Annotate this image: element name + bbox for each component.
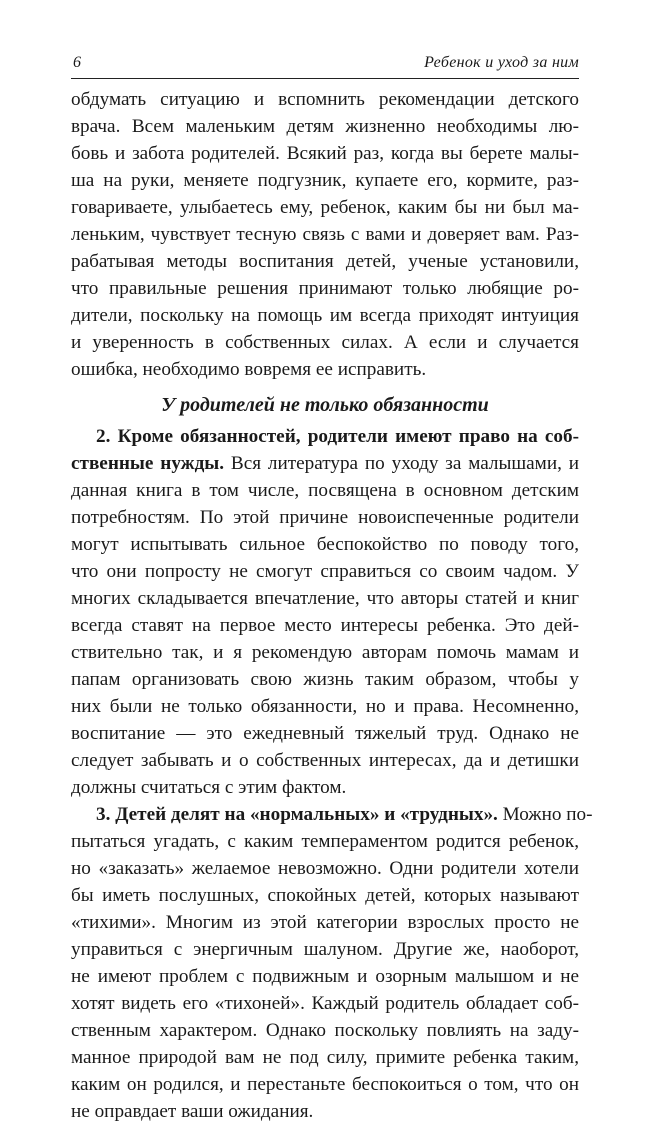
text-line: бовь и забота родителей. Всякий раз, когда вы берете малы- xyxy=(71,143,579,164)
text-line: леньким, чувствует тесную связь с вами и доверяет вам. Раз- xyxy=(71,224,579,245)
text-line: должны считаться с этим фактом. xyxy=(71,777,347,798)
text-line: но «заказать» желаемое невозможно. Одни родители хотели xyxy=(71,858,579,879)
text-line: них были не только обязанности, но и права. Несомненно, xyxy=(71,696,579,717)
item-2-bold-lead-cont: ственные нужды. xyxy=(71,453,225,474)
text-line xyxy=(71,423,579,450)
text-line: пытаться угадать, с каким темпераментом родится ребенок, xyxy=(71,831,579,852)
section-heading: У родителей не только обязанности xyxy=(161,394,489,416)
text-line: могут испытывать сильное беспокойство по поводу того, xyxy=(71,534,579,555)
text-line: хотят видеть его «тихоней». Каждый родитель обладает соб- xyxy=(71,993,579,1014)
text-line: не имеют проблем с подвижным и озорным малышом и не xyxy=(71,966,579,987)
intro-paragraph xyxy=(71,86,579,383)
text-line: манное природой вам не под силу, примите ребенка таким, xyxy=(71,1047,579,1068)
text-line: ошибка, необходимо вовремя ее исправить. xyxy=(71,359,427,380)
text-line: и уверенность в собственных силах. А если и случается xyxy=(71,332,579,353)
text-line xyxy=(71,450,579,477)
text-line: управиться с энергичным шалуном. Другие же, наоборот, xyxy=(71,939,579,960)
text-line: врача. Всем маленьким детям жизненно необходимы лю- xyxy=(71,116,579,137)
text-line: данная книга в том числе, посвящена в основном детским xyxy=(71,480,579,501)
running-header xyxy=(71,52,579,76)
text-line: всегда ставят на первое место интересы ребенка. Это дей- xyxy=(71,615,579,636)
page-body xyxy=(71,86,593,1125)
text-line: не оправдает ваши ожидания. xyxy=(71,1101,314,1122)
item-3-bold-lead: 3. Детей делят на «нормальных» и «трудных». xyxy=(96,804,498,825)
text-line: рабатывая методы воспитания детей, ученые установили, xyxy=(71,251,579,272)
text-line: следует забывать и о собственных интересах, да и детишки xyxy=(71,750,579,771)
page-number: 6 xyxy=(73,54,81,71)
text-line: «тихими». Многим из этой категории взрослых просто не xyxy=(71,912,579,933)
text-line: дители, поскольку на помощь им всегда приходят интуиция xyxy=(71,305,579,326)
text-line: ша на руки, меняете подгузник, купаете его, кормите, раз- xyxy=(71,170,579,191)
text-line: говариваете, улыбаетесь ему, ребенок, каким бы ни был ма- xyxy=(71,197,579,218)
text-line: что правильные решения принимают только любящие ро- xyxy=(71,278,579,299)
running-title: Ребенок и уход за ним xyxy=(424,54,579,71)
header-rule xyxy=(71,78,579,79)
text-line: каким он родился, и перестаньте беспокоиться о том, что он xyxy=(71,1074,579,1095)
text-line xyxy=(71,801,593,828)
text-line: потребностям. По этой причине новоиспеченные родители xyxy=(71,507,579,528)
item-3-paragraph xyxy=(71,801,593,1125)
text-line: бы иметь послушных, спокойных детей, которых называют xyxy=(71,885,579,906)
text-line: что они попросту не смогут справиться со своим чадом. У xyxy=(71,561,579,582)
text-line: обдумать ситуацию и вспомнить рекомендации детского xyxy=(71,89,579,110)
text-line: ственным характером. Однако поскольку повлиять на заду- xyxy=(71,1020,579,1041)
item-2-bold-lead: 2. Кроме обязанностей, родители имеют право на соб- xyxy=(96,426,579,447)
text-line: многих складывается впечатление, что авторы статей и книг xyxy=(71,588,579,609)
text-line: ствительно так, и я рекомендую авторам помочь мамам и xyxy=(71,642,579,663)
item-3-text: Можно по- xyxy=(497,804,593,825)
text-line: воспитание — это ежедневный тяжелый труд. Однако не xyxy=(71,723,579,744)
item-2-paragraph xyxy=(71,423,579,801)
text-line: папам организовать свою жизнь таким образом, чтобы у xyxy=(71,669,579,690)
item-2-text: Вся литература по уходу за малышами, и xyxy=(224,453,579,474)
